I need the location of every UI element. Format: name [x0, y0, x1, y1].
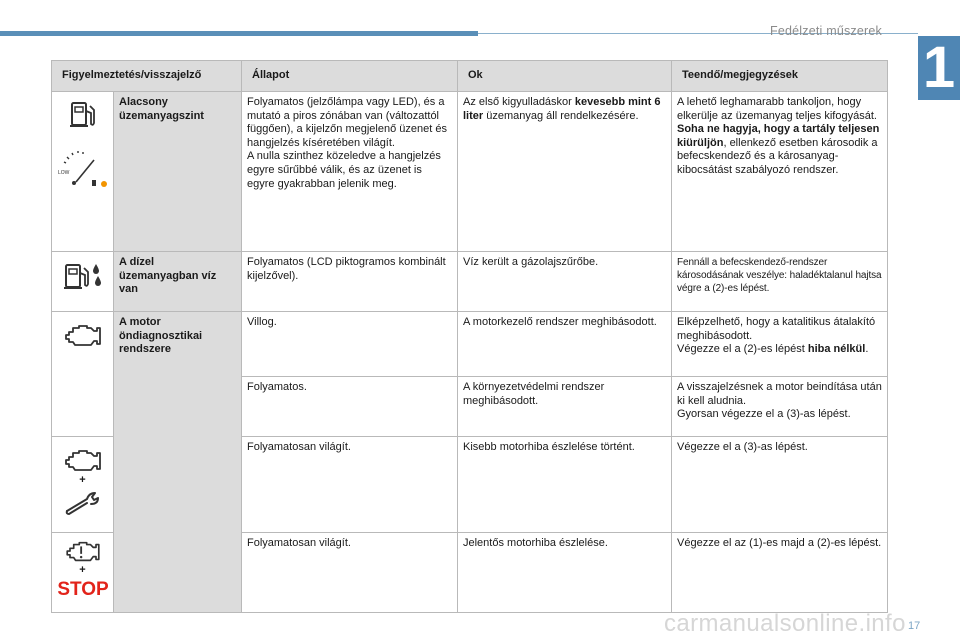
action-cell: Fennáll a befecskendező-rendszer károsodásának veszélye: haladéktalanul hajtsa végre a (2)-es lépést. [672, 252, 888, 312]
action-text-end: , ellenkező esetben károsodik a befecskendező és a károsanyag-kibocsátást szabályozó rendszer. [677, 136, 878, 176]
table-row [52, 92, 888, 252]
icon-cell [52, 92, 114, 252]
column-header-status: Állapot [242, 61, 458, 92]
watermark: carmanualsonline.info [664, 610, 906, 637]
cause-cell: Jelentős motorhiba észlelése. [458, 533, 672, 613]
plus-sign: + [79, 564, 86, 576]
action-emphasis: hiba nélkül [807, 343, 866, 356]
header-accent-bar [0, 31, 478, 36]
status-cell: Villog. [242, 312, 458, 377]
warning-lights-table [51, 60, 888, 613]
action-cell [672, 312, 888, 377]
warning-name: A motor öndiagnosztikai rendszere [114, 312, 242, 613]
cause-cell: A környezetvédelmi rendszer meghibásodott. [458, 377, 672, 437]
action-text: Végezze el a (2)-es lépést [677, 343, 808, 356]
cause-cell: A motorkezelő rendszer meghibásodott. [458, 312, 672, 377]
status-cell: Folyamatos (LCD piktogramos kombinált kijelzővel). [242, 252, 458, 312]
page-number: 17 [908, 620, 921, 632]
section-title: Fedélzeti műszerek [770, 24, 882, 38]
chapter-number: 1 [918, 36, 960, 100]
cause-cell [458, 92, 672, 252]
action-text: A lehető leghamarabb tankoljon, hogy elkerülje az üzemanyag teljes kifogyását. [677, 96, 877, 122]
column-header-warning: Figyelmeztetés/visszajelző [52, 61, 242, 92]
cause-cell: Kisebb motorhiba észlelése történt. [458, 437, 672, 533]
status-cell: Folyamatos. [242, 377, 458, 437]
table-row [52, 312, 888, 377]
cause-cell: Víz került a gázolajszűrőbe. [458, 252, 672, 312]
wrench-icon [63, 489, 103, 517]
status-cell: Folyamatosan világít. [242, 533, 458, 613]
table-header-row [52, 61, 888, 92]
engine-icon [63, 447, 103, 475]
action-cell: A visszajelzésnek a motor beindítása után ki kell aludnia. Gyorsan végezze el a (3)-as lépést. [672, 377, 888, 437]
plus-sign: + [79, 474, 86, 486]
cause-emphasis: kevesebb mint 6 liter [463, 96, 661, 122]
action-text: Elképzelhető, hogy a katalitikus átalakító meghibásodott. [677, 316, 876, 342]
table-row [52, 252, 888, 312]
icon-cell [52, 437, 114, 533]
warning-name: A dízel üzemanyagban víz van [114, 252, 242, 312]
fuel-pump-icon [66, 98, 100, 132]
stop-icon [56, 577, 109, 600]
icon-cell [52, 252, 114, 312]
column-header-action: Teendő/megjegyzések [672, 61, 888, 92]
engine-icon [63, 322, 103, 350]
column-header-cause: Ok [458, 61, 672, 92]
cause-text-end: üzemanyag áll rendelkezésére. [483, 109, 639, 122]
action-text-end: . [865, 343, 869, 356]
engine-icon [63, 539, 103, 565]
action-cell [672, 92, 888, 252]
fuel-gauge-icon [56, 148, 110, 192]
action-cell: Végezze el a (3)-as lépést. [672, 437, 888, 533]
warning-name: Alacsony üzemanyagszint [114, 92, 242, 252]
gauge-low-label: LOW [58, 170, 70, 176]
water-in-diesel-icon [61, 260, 105, 294]
icon-cell [52, 312, 114, 437]
stop-label: STOP [56, 579, 109, 600]
action-emphasis: Soha ne hagyja, hogy a tartály teljesen kiürüljön [677, 123, 880, 149]
action-cell: Végezze el az (1)-es majd a (2)-es lépést. [672, 533, 888, 613]
status-cell: Folyamatosan világít. [242, 437, 458, 533]
icon-cell [52, 533, 114, 613]
cause-text: Az első kigyulladáskor [463, 96, 575, 108]
status-cell: Folyamatos (jelzőlámpa vagy LED), és a mutató a piros zónában van (változattól függően), a kijelzőn megjelenő üzenet és hangjelzés kíséretében világít. A nulla szinthez közeledve a hangjelzés egyre sűrűbbé válik, és az üzenet is egyre gyakrabban jelenik meg. [242, 92, 458, 252]
